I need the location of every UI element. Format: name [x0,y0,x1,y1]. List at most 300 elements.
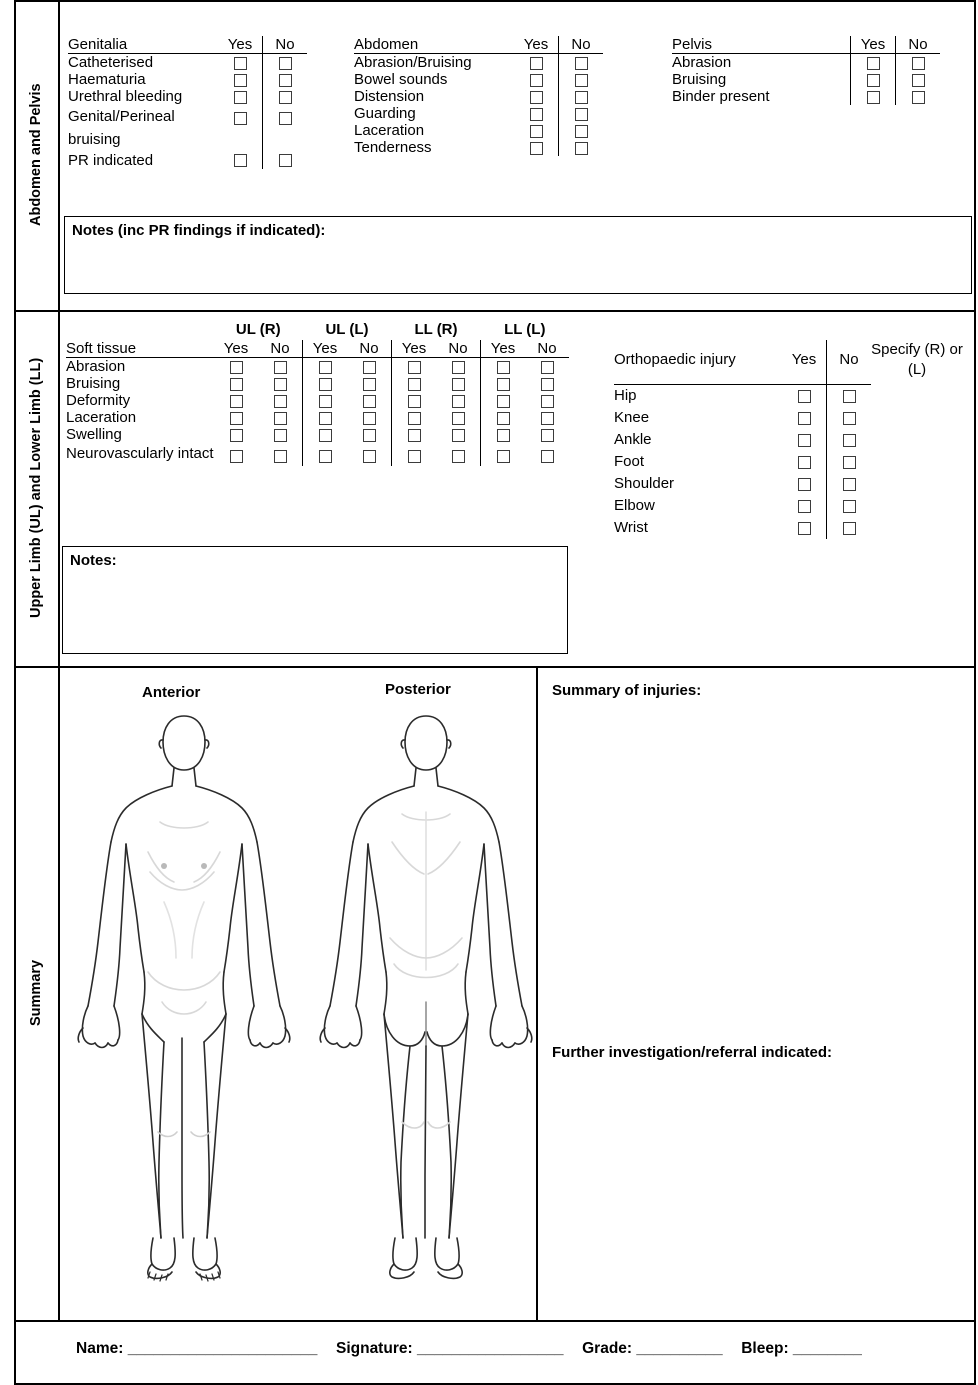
pelvis-yes-checkbox[interactable] [851,88,896,105]
orthopaedic-no-checkbox[interactable] [827,407,872,429]
table-row [672,54,940,72]
st-llr-no-checkbox[interactable] [436,426,481,443]
st-ulr-yes-checkbox[interactable] [214,443,258,466]
st-ull-yes-header: Yes [303,340,348,358]
pelvis-row-label: Abrasion [672,54,732,71]
st-ull-yes-checkbox[interactable] [303,409,348,426]
table-row [68,152,307,169]
anterior-body-diagram [64,702,304,1282]
table-row [614,451,963,473]
checkbox-icon[interactable] [575,142,588,155]
orthopaedic-specify-field[interactable] [871,495,963,517]
st-ulr-no-checkbox[interactable] [258,375,303,392]
checkbox-icon[interactable] [575,74,588,87]
checkbox-icon[interactable] [234,91,247,104]
orthopaedic-yes-checkbox[interactable] [782,473,827,495]
soft-tissue-group-ul-l: UL (L) [325,320,369,338]
checkbox-icon[interactable] [541,429,554,442]
st-lll-yes-checkbox[interactable] [481,426,526,443]
st-llr-no-checkbox[interactable] [436,358,481,376]
abdomen-yes-header: Yes [514,36,559,54]
abdomen-no-checkbox[interactable] [559,139,604,156]
checkbox-icon[interactable] [843,522,856,535]
soft-tissue-table [66,318,569,466]
abdomen-no-checkbox[interactable] [559,54,604,72]
table-row [672,71,940,88]
checkbox-icon[interactable] [230,450,243,463]
checkbox-icon[interactable] [530,91,543,104]
signature-label: Signature: [335,1340,413,1357]
sidebar-sep-1 [58,0,60,310]
checkbox-icon[interactable] [319,450,332,463]
checkbox-icon[interactable] [230,361,243,374]
checkbox-icon[interactable] [497,450,510,463]
checkbox-icon[interactable] [452,429,465,442]
pelvis-row-label: Binder present [672,88,770,105]
genitalia-yes-checkbox[interactable] [218,88,263,105]
checkbox-icon[interactable] [234,154,247,167]
orthopaedic-row-label: Shoulder [614,475,675,492]
checkbox-icon[interactable] [541,395,554,408]
st-llr-yes-checkbox[interactable] [392,426,437,443]
st-ull-yes-checkbox[interactable] [303,426,348,443]
st-llr-yes-checkbox[interactable] [392,375,437,392]
st-ull-no-checkbox[interactable] [347,392,392,409]
orthopaedic-yes-checkbox[interactable] [782,517,827,539]
soft-tissue-row-label: Swelling [66,426,122,443]
name-label: Name: [76,1340,124,1357]
orthopaedic-yes-checkbox[interactable] [782,384,827,407]
genitalia-row-label: Catheterised [68,54,154,71]
table-row [66,375,569,392]
table-row [614,429,963,451]
st-ulr-yes-checkbox[interactable] [214,375,258,392]
orthopaedic-specify-field[interactable] [871,451,963,473]
checkbox-icon[interactable] [798,456,811,469]
orthopaedic-injury-table [614,340,963,539]
checkbox-icon[interactable] [867,74,880,87]
st-llr-yes-checkbox[interactable] [392,358,437,376]
st-llr-no-checkbox[interactable] [436,375,481,392]
sidebar-sep-2 [58,310,60,666]
abdomen-no-checkbox[interactable] [559,71,604,88]
checkbox-icon[interactable] [452,395,465,408]
abdomen-yes-checkbox[interactable] [514,71,559,88]
orthopaedic-specify-field[interactable] [871,517,963,539]
checkbox-icon[interactable] [319,395,332,408]
bleep-input[interactable]: ________ [788,1340,862,1357]
st-llr-yes-checkbox[interactable] [392,409,437,426]
genitalia-title: Genitalia [68,36,218,54]
pelvis-no-checkbox[interactable] [896,71,941,88]
table-row [66,409,569,426]
further-investigation-label: Further investigation/referral indicated: [552,1044,833,1061]
checkbox-icon[interactable] [363,395,376,408]
table-row [354,88,603,105]
further-investigation-field[interactable] [548,1068,968,1308]
abdomen-row-label: Abrasion/Bruising [354,54,472,71]
st-lll-no-checkbox[interactable] [525,358,569,376]
limbs-notes-label: Notes: [70,552,117,569]
soft-tissue-row-label: Deformity [66,392,131,409]
checkbox-icon[interactable] [912,91,925,104]
table-row [66,358,569,376]
genitalia-row-label: Urethral bleeding [68,88,183,105]
table-row [614,384,963,407]
st-ull-no-header: No [347,340,392,358]
checkbox-icon[interactable] [408,395,421,408]
checkbox-icon[interactable] [279,74,292,87]
checkbox-icon[interactable] [798,390,811,403]
table-row [354,105,603,122]
checkbox-icon[interactable] [843,456,856,469]
checkbox-icon[interactable] [408,429,421,442]
checkbox-icon[interactable] [912,57,925,70]
orthopaedic-specify-field[interactable] [871,429,963,451]
summary-of-injuries-label: Summary of injuries: [552,682,702,699]
checkbox-icon[interactable] [319,429,332,442]
checkbox-icon[interactable] [408,361,421,374]
checkbox-icon[interactable] [541,450,554,463]
checkbox-icon[interactable] [530,74,543,87]
orthopaedic-no-header: No [827,340,872,384]
checkbox-icon[interactable] [319,412,332,425]
soft-tissue-group-ll-l: LL (L) [504,320,546,338]
checkbox-icon[interactable] [575,108,588,121]
table-row [354,122,603,139]
pelvis-yes-checkbox[interactable] [851,71,896,88]
soft-tissue-row-label: Abrasion [66,358,126,375]
st-lll-yes-checkbox[interactable] [481,358,526,376]
table-row [66,392,569,409]
checkbox-icon[interactable] [363,429,376,442]
checkbox-icon[interactable] [575,57,588,70]
st-ulr-no-checkbox[interactable] [258,426,303,443]
grade-input[interactable]: __________ [632,1340,723,1357]
st-llr-no-checkbox[interactable] [436,392,481,409]
abdomen-no-checkbox[interactable] [559,105,604,122]
st-ull-yes-checkbox[interactable] [303,392,348,409]
checkbox-icon[interactable] [274,412,287,425]
st-ulr-yes-checkbox[interactable] [214,426,258,443]
checkbox-icon[interactable] [541,378,554,391]
checkbox-icon[interactable] [843,412,856,425]
st-lll-no-checkbox[interactable] [525,426,569,443]
checkbox-icon[interactable] [867,91,880,104]
table-row [68,88,307,105]
st-ull-no-checkbox[interactable] [347,358,392,376]
orthopaedic-no-checkbox[interactable] [827,451,872,473]
genitalia-yes-checkbox[interactable] [218,54,263,72]
orthopaedic-yes-checkbox[interactable] [782,407,827,429]
genitalia-row-label: Haematuria [68,71,146,88]
table-row [614,407,963,429]
checkbox-icon[interactable] [798,500,811,513]
section-label-summary: Summary [28,959,44,1027]
table-row [66,443,569,466]
orthopaedic-row-label: Hip [614,387,637,404]
checkbox-icon[interactable] [363,378,376,391]
st-ull-no-checkbox[interactable] [347,426,392,443]
checkbox-icon[interactable] [274,361,287,374]
checkbox-icon[interactable] [798,412,811,425]
checkbox-icon[interactable] [274,450,287,463]
checkbox-icon[interactable] [274,378,287,391]
checkbox-icon[interactable] [452,361,465,374]
checkbox-icon[interactable] [497,429,510,442]
genitalia-no-header: No [263,36,308,54]
orthopaedic-yes-checkbox[interactable] [782,429,827,451]
soft-tissue-group-ll-r: LL (R) [414,320,458,338]
checkbox-icon[interactable] [575,125,588,138]
orthopaedic-row-label: Elbow [614,497,655,514]
checkbox-icon[interactable] [798,522,811,535]
st-ull-yes-checkbox[interactable] [303,443,348,466]
st-lll-no-checkbox[interactable] [525,409,569,426]
page-border-right [974,0,976,1385]
orthopaedic-no-checkbox[interactable] [827,429,872,451]
divider-top [14,0,976,2]
abdomen-no-header: No [559,36,604,54]
orthopaedic-yes-checkbox[interactable] [782,451,827,473]
genitalia-no-checkbox[interactable] [263,88,308,105]
table-row [354,139,603,156]
checkbox-icon[interactable] [497,361,510,374]
checkbox-icon[interactable] [234,57,247,70]
st-lll-yes-header: Yes [481,340,526,358]
orthopaedic-yes-checkbox[interactable] [782,495,827,517]
table-row [68,105,307,152]
checkbox-icon[interactable] [408,378,421,391]
posterior-body-diagram [306,702,546,1282]
checkbox-icon[interactable] [363,450,376,463]
pelvis-yes-checkbox[interactable] [851,54,896,72]
orthopaedic-specify-field[interactable] [871,407,963,429]
abdomen-row-label: Bowel sounds [354,71,448,88]
orthopaedic-row-label: Knee [614,409,650,426]
section-label-abdomen-pelvis: Abdomen and Pelvis [28,83,44,227]
st-ull-yes-checkbox[interactable] [303,375,348,392]
table-row [68,54,307,72]
soft-tissue-row-label: Neurovascularly intact [66,445,214,462]
checkbox-icon[interactable] [230,412,243,425]
checkbox-icon[interactable] [530,57,543,70]
genitalia-no-checkbox[interactable] [263,105,308,152]
table-row [672,88,940,105]
st-llr-no-checkbox[interactable] [436,409,481,426]
st-ulr-yes-checkbox[interactable] [214,392,258,409]
checkbox-icon[interactable] [319,361,332,374]
orthopaedic-row-label: Wrist [614,519,648,536]
st-lll-no-header: No [525,340,569,358]
pelvis-table [672,36,940,105]
orthopaedic-no-checkbox[interactable] [827,473,872,495]
st-lll-no-checkbox[interactable] [525,443,569,466]
checkbox-icon[interactable] [798,478,811,491]
abdomen-table [354,36,603,156]
st-llr-no-header: No [436,340,481,358]
st-ulr-no-checkbox[interactable] [258,409,303,426]
orthopaedic-no-checkbox[interactable] [827,384,872,407]
checkbox-icon[interactable] [279,154,292,167]
pelvis-title: Pelvis [672,36,851,54]
checkbox-icon[interactable] [408,450,421,463]
divider-summary-footer [14,1320,976,1322]
checkbox-icon[interactable] [497,412,510,425]
genitalia-table [68,36,307,169]
section-label-limbs: Upper Limb (UL) and Lower Limb (LL) [28,357,44,619]
checkbox-icon[interactable] [843,500,856,513]
checkbox-icon[interactable] [912,74,925,87]
st-ulr-yes-header: Yes [214,340,258,358]
table-row [614,517,963,539]
st-lll-yes-checkbox[interactable] [481,443,526,466]
checkbox-icon[interactable] [279,112,292,125]
checkbox-icon[interactable] [530,142,543,155]
checkbox-icon[interactable] [867,57,880,70]
abdomen-no-checkbox[interactable] [559,88,604,105]
st-llr-yes-checkbox[interactable] [392,443,437,466]
abdomen-yes-checkbox[interactable] [514,139,559,156]
checkbox-icon[interactable] [319,378,332,391]
abdomen-row-label: Laceration [354,122,425,139]
st-ull-yes-checkbox[interactable] [303,358,348,376]
abdomen-yes-checkbox[interactable] [514,105,559,122]
genitalia-no-checkbox[interactable] [263,71,308,88]
st-lll-yes-checkbox[interactable] [481,392,526,409]
anterior-figure-caption: Anterior [142,684,201,701]
orthopaedic-title: Orthopaedic injury [614,340,782,384]
genitalia-no-checkbox[interactable] [263,152,308,169]
st-ulr-no-checkbox[interactable] [258,392,303,409]
st-ull-no-checkbox[interactable] [347,375,392,392]
signature-input[interactable]: _________________ [412,1340,564,1357]
checkbox-icon[interactable] [452,378,465,391]
checkbox-icon[interactable] [279,91,292,104]
st-llr-no-checkbox[interactable] [436,443,481,466]
table-row [614,495,963,517]
st-lll-no-checkbox[interactable] [525,392,569,409]
abdomen-row-label: Distension [354,88,425,105]
abdomen-yes-checkbox[interactable] [514,88,559,105]
table-row [354,71,603,88]
form-page [14,0,976,1385]
soft-tissue-title: Soft tissue [66,340,214,358]
pelvis-no-checkbox[interactable] [896,54,941,72]
st-llr-yes-checkbox[interactable] [392,392,437,409]
orthopaedic-no-checkbox[interactable] [827,517,872,539]
abdomen-yes-checkbox[interactable] [514,54,559,72]
checkbox-icon[interactable] [230,429,243,442]
checkbox-icon[interactable] [541,412,554,425]
checkbox-icon[interactable] [541,361,554,374]
bleep-label: Bleep: [741,1340,789,1357]
checkbox-icon[interactable] [274,429,287,442]
pelvis-row-label: Bruising [672,71,727,88]
orthopaedic-row-label: Foot [614,453,645,470]
st-ull-no-checkbox[interactable] [347,409,392,426]
checkbox-icon[interactable] [843,434,856,447]
checkbox-icon[interactable] [234,112,247,125]
checkbox-icon[interactable] [230,378,243,391]
st-ull-no-checkbox[interactable] [347,443,392,466]
pelvis-yes-header: Yes [851,36,896,54]
abdomen-yes-checkbox[interactable] [514,122,559,139]
summary-of-injuries-field[interactable] [548,704,968,1034]
abdomen-notes-box[interactable] [64,216,972,294]
sidebar-sep-3 [58,666,60,1320]
orthopaedic-no-checkbox[interactable] [827,495,872,517]
genitalia-yes-checkbox[interactable] [218,105,263,152]
checkbox-icon[interactable] [363,412,376,425]
genitalia-yes-checkbox[interactable] [218,71,263,88]
posterior-figure-caption: Posterior [385,681,451,698]
limbs-notes-box[interactable] [62,546,568,654]
footer-fields [76,1340,862,1358]
abdomen-row-label: Guarding [354,105,416,122]
checkbox-icon[interactable] [363,361,376,374]
table-row [354,54,603,72]
orthopaedic-specify-field[interactable] [871,473,963,495]
checkbox-icon[interactable] [575,91,588,104]
checkbox-icon[interactable] [279,57,292,70]
genitalia-row-label: PR indicated [68,151,154,169]
st-ulr-yes-checkbox[interactable] [214,409,258,426]
genitalia-yes-checkbox[interactable] [218,152,263,169]
st-lll-no-checkbox[interactable] [525,375,569,392]
table-row [66,426,569,443]
orthopaedic-row-label: Ankle [614,431,652,448]
checkbox-icon[interactable] [798,434,811,447]
pelvis-no-header: No [896,36,941,54]
checkbox-icon[interactable] [408,412,421,425]
soft-tissue-group-ul-r: UL (R) [235,320,281,338]
genitalia-row-label: Genital/Perineal bruising [68,108,175,149]
abdomen-row-label: Tenderness [354,139,432,156]
soft-tissue-row-label: Laceration [66,409,137,426]
genitalia-no-checkbox[interactable] [263,54,308,72]
genitalia-yes-header: Yes [218,36,263,54]
checkbox-icon[interactable] [274,395,287,408]
name-input[interactable]: ______________________ [123,1340,318,1357]
st-ulr-yes-checkbox[interactable] [214,358,258,376]
checkbox-icon[interactable] [497,395,510,408]
checkbox-icon[interactable] [843,390,856,403]
grade-label: Grade: [582,1340,633,1357]
st-llr-yes-header: Yes [392,340,437,358]
abdomen-no-checkbox[interactable] [559,122,604,139]
orthopaedic-specify-header: Specify (R) or (L) [871,341,963,378]
st-lll-yes-checkbox[interactable] [481,409,526,426]
checkbox-icon[interactable] [843,478,856,491]
checkbox-icon[interactable] [234,74,247,87]
st-ulr-no-checkbox[interactable] [258,443,303,466]
checkbox-icon[interactable] [452,450,465,463]
abdomen-title: Abdomen [354,36,514,54]
table-row [614,473,963,495]
table-row [68,71,307,88]
st-lll-yes-checkbox[interactable] [481,375,526,392]
checkbox-icon[interactable] [530,108,543,121]
checkbox-icon[interactable] [452,412,465,425]
pelvis-no-checkbox[interactable] [896,88,941,105]
orthopaedic-specify-field[interactable] [871,384,963,407]
st-ulr-no-header: No [258,340,303,358]
checkbox-icon[interactable] [230,395,243,408]
checkbox-icon[interactable] [497,378,510,391]
st-ulr-no-checkbox[interactable] [258,358,303,376]
checkbox-icon[interactable] [530,125,543,138]
